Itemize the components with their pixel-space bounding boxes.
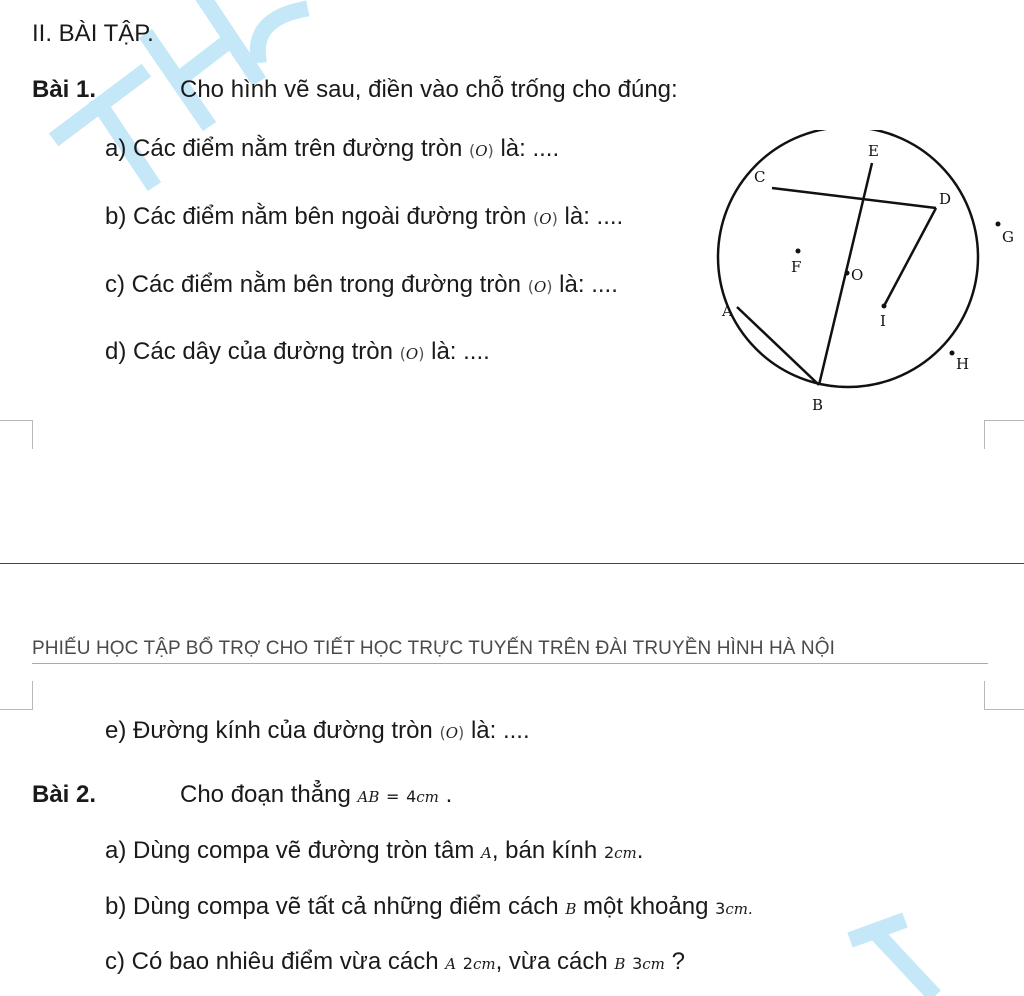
bai2-item-c: c) Có bao nhiêu điểm vừa cách A 2cm, vừa cách B 3cm ? [105, 948, 685, 975]
label-f: F [791, 258, 802, 276]
point-f [796, 249, 801, 254]
page-break-line [0, 563, 1024, 564]
page-corner-mark [984, 420, 1024, 449]
bai2-item-a: a) Dùng compa vẽ đường tròn tâm A, bán kính 2cm. [105, 837, 644, 864]
point-g [996, 222, 1001, 227]
point-h [950, 351, 955, 356]
page-corner-mark [0, 681, 33, 710]
page-corner-mark [0, 420, 33, 449]
bai2-intro: Cho đoạn thẳng AB = 4cm . [180, 781, 453, 808]
bai2-item-b: b) Dùng compa vẽ tất cả những điểm cách B một khoảng 3cm. [105, 893, 753, 920]
circle-figure [700, 130, 1024, 430]
label-i: I [880, 312, 886, 330]
page-header: PHIẾU HỌC TẬP BỔ TRỢ CHO TIẾT HỌC TRỰC TUYẾN TRÊN ĐÀI TRUYỀN HÌNH HÀ NỘI [32, 638, 836, 659]
bai1-item-c: c) Các điểm nằm bên trong đường tròn (O) là: .... [105, 271, 618, 298]
label-g: G [1002, 228, 1014, 246]
label-c: C [754, 168, 766, 186]
bai1-item-b: b) Các điểm nằm bên ngoài đường tròn (O) là: .... [105, 203, 624, 230]
header-underline [32, 663, 988, 664]
bai1-item-d: d) Các dây của đường tròn (O) là: .... [105, 338, 490, 365]
page-corner-mark [984, 681, 1024, 710]
bai1-instruction: Cho hình vẽ sau, điền vào chỗ trống cho đúng: [180, 76, 678, 103]
segment-di [884, 208, 936, 306]
chord-cd [772, 188, 936, 208]
point-o [845, 271, 850, 276]
label-b: B [812, 396, 824, 414]
label-o: O [851, 266, 864, 284]
label-e: E [868, 142, 879, 160]
label-a: A [722, 302, 733, 320]
label-d: D [939, 190, 952, 208]
chord-ab [737, 307, 819, 385]
point-i [882, 304, 887, 309]
bai1-item-e: e) Đường kính của đường tròn (O) là: .... [105, 717, 530, 744]
bai1-item-a: a) Các điểm nằm trên đường tròn (O) là: .... [105, 135, 560, 162]
label-h: H [956, 355, 970, 373]
bai1-label: Bài 1. [32, 76, 97, 103]
section-title: II. BÀI TẬP. [32, 20, 154, 47]
bai2-label: Bài 2. [32, 781, 97, 808]
